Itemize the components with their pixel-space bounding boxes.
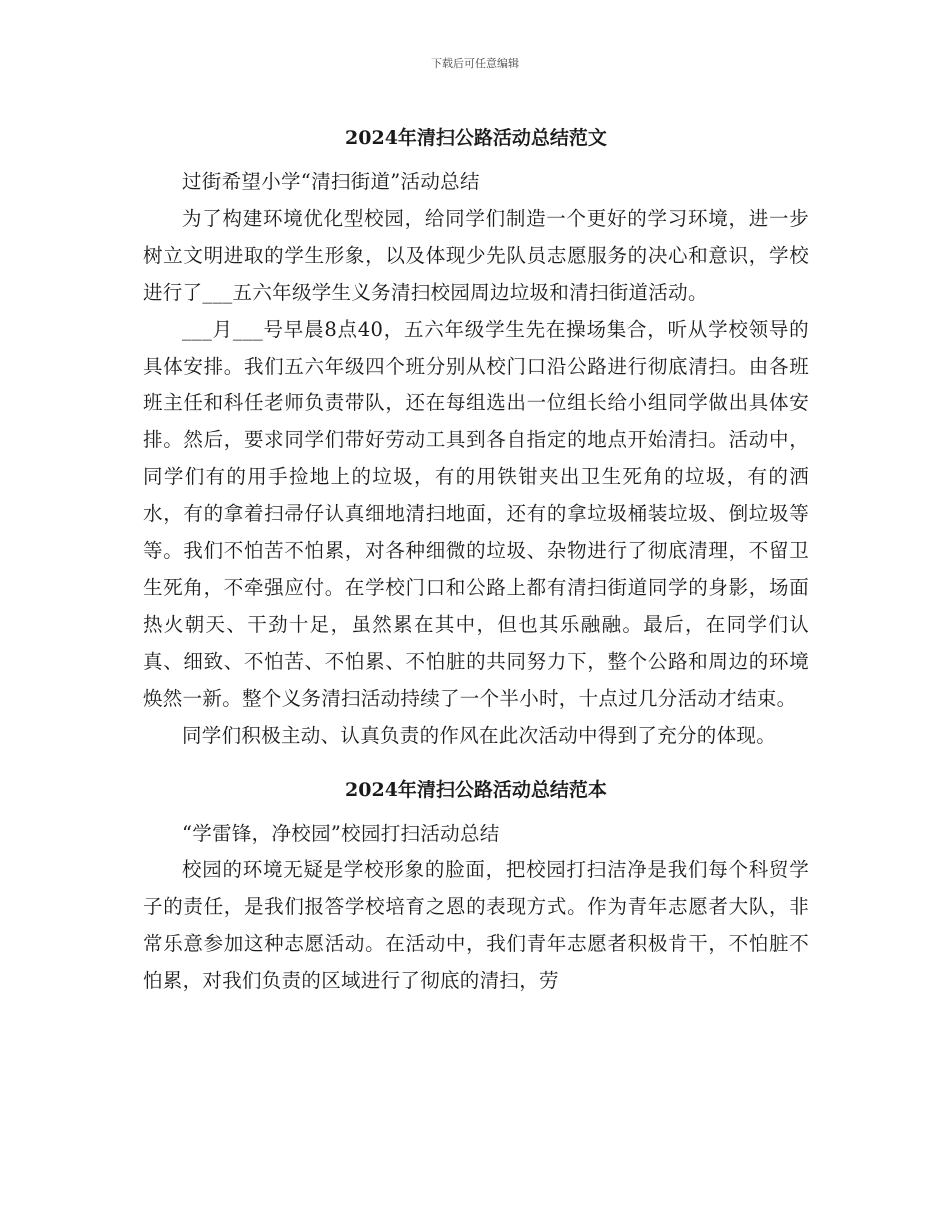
body-paragraph: ___月___号早晨8点40，五六年级学生先在操场集合，听从学校领导的具体安排。我们五六年级四个班分别从校门口沿公路进行彻底清扫。由各班班主任和科任老师负责带队，还在每组选出一位组长给小组同学做出具体安排。然后，要求同学们带好劳动工具到各自指定的地点开始清扫。活动中，同学们有的用手捡地上的垃圾，有的用铁钳夹出卫生死角的垃圾，有的洒水，有的拿着扫帚仔认真细地清扫地面，还有的拿垃圾桶装垃圾、倒垃圾等等。我们不怕苦不怕累，对各种细微的垃圾、杂物进行了彻底清理，不留卫生死角，不牵强应付。在学校门口和公路上都有清扫街道同学的身影，场面热火朝天、干劲十足，虽然累在其中，但也其乐融融。最后，在同学们认真、细致、不怕苦、不怕累、不怕脏的共同努力下，整个公路和周边的环境焕然一新。整个义务清扫活动持续了一个半小时，十点过几分活动才结束。	[143, 317, 809, 710]
section-title: 2024年清扫公路活动总结范本	[345, 778, 607, 801]
document-body	[143, 118, 809, 1000]
section-subtitle: 过街希望小学“清扫街道”活动总结	[182, 170, 480, 193]
body-paragraph: 为了构建环境优化型校园，给同学们制造一个更好的学习环境，进一步树立文明进取的学生形象，以及体现少先队员志愿服务的决心和意识，学校进行了___五六年级学生义务清扫校园周边垃圾和清扫街道活动。	[143, 206, 809, 304]
body-paragraph: 同学们积极主动、认真负责的作风在此次活动中得到了充分的体现。	[182, 723, 777, 747]
page-header-note: 下载后可任意编辑	[431, 57, 519, 70]
section-subtitle: “学雷锋，净校园”校园打扫活动总结	[182, 821, 500, 845]
section-title: 2024年清扫公路活动总结范文	[345, 127, 607, 149]
body-paragraph: 校园的环境无疑是学校形象的脸面，把校园打扫洁净是我们每个科贸学子的责任，是我们报答学校培育之恩的表现方式。作为青年志愿者大队，非常乐意参加这种志愿活动。在活动中，我们青年志愿者积极肯干，不怕脏不怕累，对我们负责的区域进行了彻底的清扫，劳	[143, 858, 809, 993]
